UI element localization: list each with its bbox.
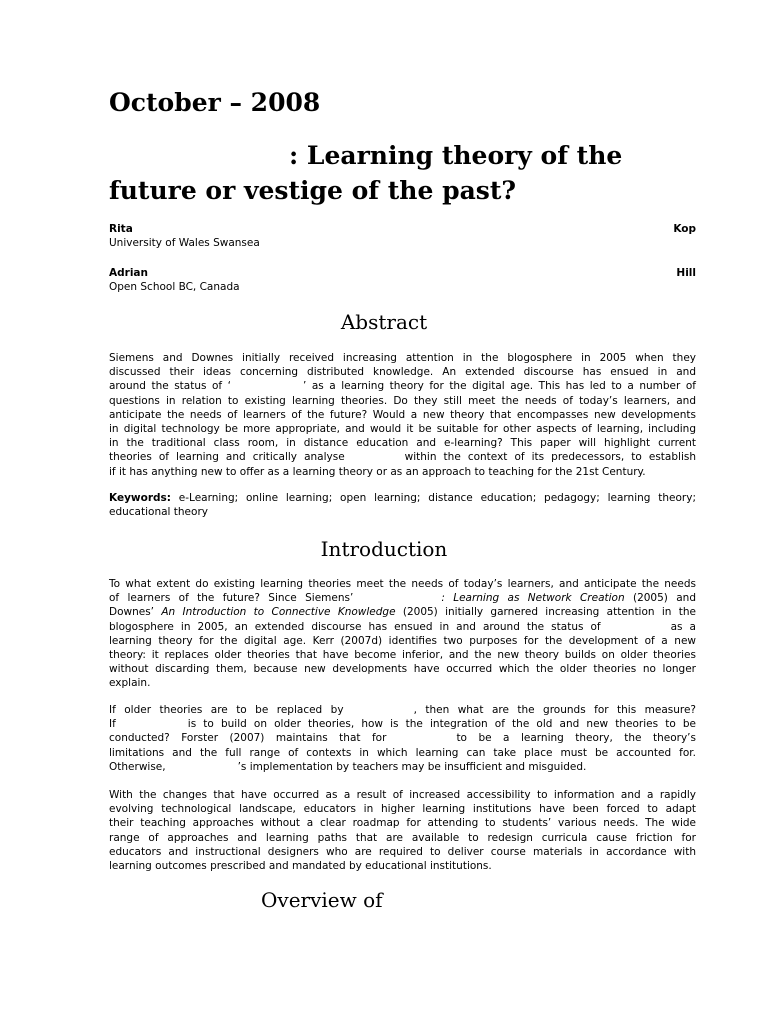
author-2-affiliation: Open School BC, Canada	[109, 281, 240, 293]
author-2-first-name: Adrian	[109, 267, 148, 279]
introduction-paragraph-3: With the changes that have occurred as a result of increased accessibility to information and a rapidly evolving technological landscape, educators in higher learning institutions have been forced to adapt their teaching approaches without a clear roadmap for attending to students’ various needs. The wide range of approaches and learning paths that are available to redesign curricula cause friction for educators and instructional designers who are required to deliver course materials in accordance with learning outcomes prescribed and mandated by educational institutions.	[109, 789, 696, 873]
keywords: Keywords: e-Learning; online learning; open learning; distance education; pedagogy; learning theory; educational theory	[109, 492, 696, 519]
keywords-label: Keywords:	[109, 492, 171, 504]
paper-title	[109, 138, 669, 208]
introduction-paragraph-2: If older theories are to be replaced by , then what are the grounds for this measure? If is to build on older theories, how is the integration of the old and new theories to be conducted? Forster (2007) maintains that for to be a learning theory, the theory’s limitations and the full range of contexts in which learning can take place must be accounted for. Otherwise, ’s implementation by teachers may be insufficient and misguided.	[109, 704, 697, 773]
author-1-affiliation: University of Wales Swansea	[109, 237, 260, 249]
author-1	[109, 222, 696, 250]
author-2-last-name: Hill	[676, 267, 696, 279]
overview-heading: Overview of	[261, 888, 383, 912]
author-1-first-name: Rita	[109, 223, 133, 235]
introduction-heading: Introduction	[320, 537, 448, 561]
abstract-heading: Abstract	[340, 310, 428, 334]
author-1-last-name: Kop	[673, 223, 696, 235]
introduction-paragraph-1: To what extent do existing learning theories meet the needs of today’s learners, and anticipate the needs of learners of the future? Since Siemens’ : Learning as Network Creation (2005) and Downes’ An Introduction to Connective Knowledge (2005) initially garnered increasing attention in the blogosphere in 2005, an extended discourse has ensued in and around the status of as a learning theory for the digital age. Kerr (2007d) identifies two purposes for the development of a new theory: it replaces older theories that have become inferior, and the new theory builds on older theories without discarding them, because new developments have occurred which the older theories no longer explain.	[109, 578, 696, 690]
abstract-paragraph: Siemens and Downes initially received increasing attention in the blogosphere in 2005 when they discussed their ideas concerning distributed knowledge. An extended discourse has ensued in and around the status of ‘ ’ as a learning theory for the digital age. This has led to a number of questions in relation to existing learning theories. Do they still meet the needs of today’s learners, and anticipate the needs of learners of the future? Would a new theory that encompasses new developments in digital technology be more appropriate, and would it be suitable for other aspects of learning, including in the traditional class room, in distance education and e-learning? This paper will highlight current theories of learning and critically analyse within the context of its predecessors, to establish if it has anything new to offer as a learning theory or as an approach to teaching for the 21st Century.	[109, 352, 696, 478]
paper-title-line-2: future or vestige of the past?	[109, 176, 517, 205]
document-date: October – 2008	[109, 88, 321, 117]
author-2	[109, 266, 696, 294]
paper-title-line-1: : Learning theory of the	[289, 141, 623, 170]
